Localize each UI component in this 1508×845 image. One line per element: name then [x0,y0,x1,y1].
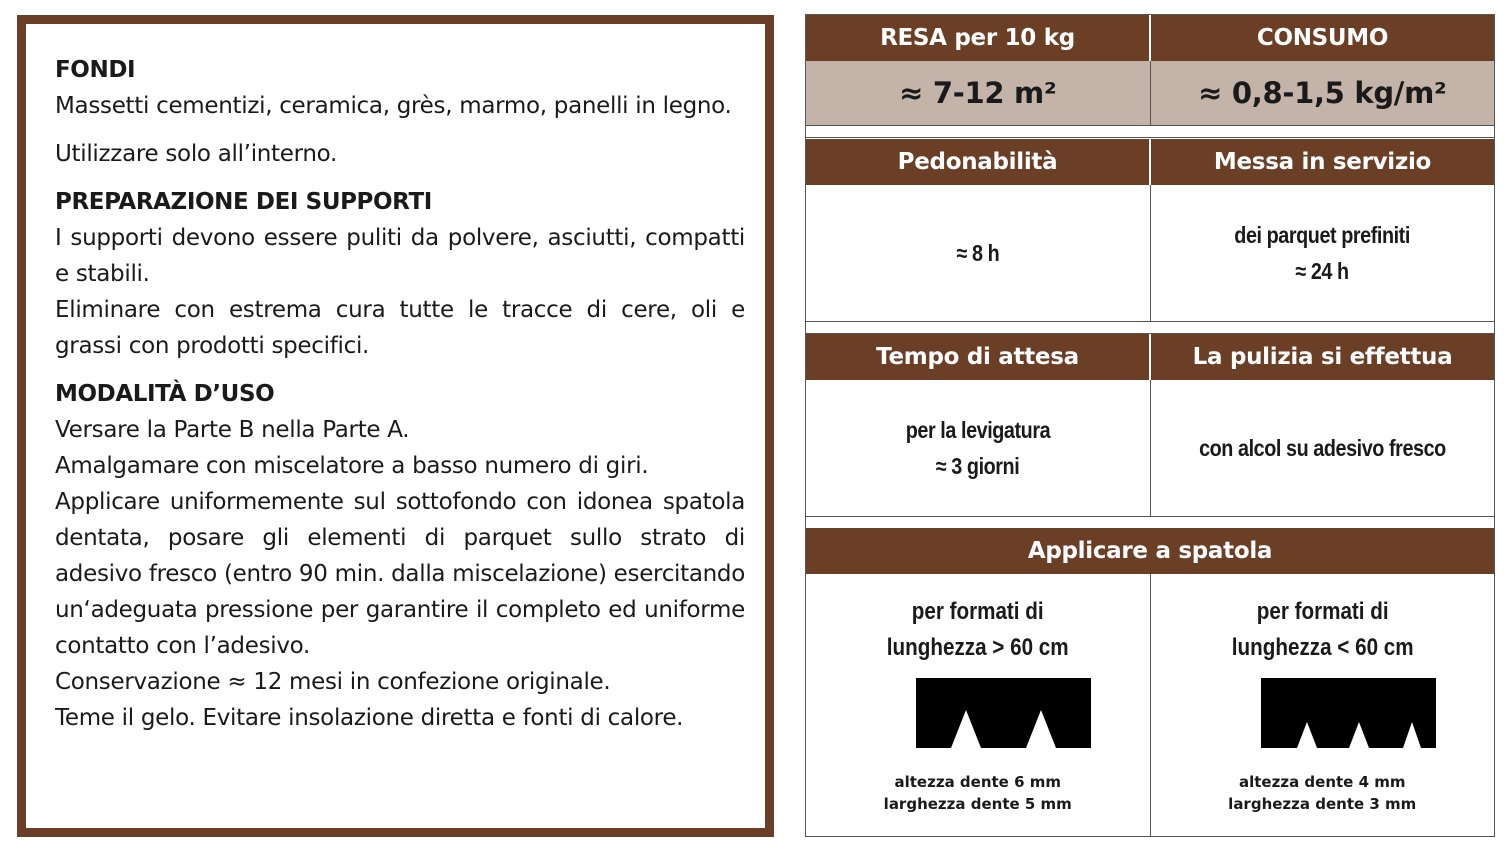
spatola-header-row [806,528,1494,574]
servizio-line-1: dei parquet prefiniti [1234,222,1411,248]
info-text [55,52,745,736]
resa-header-row [806,15,1494,61]
info-panel [17,15,774,837]
servizio-header: Messa in servizio [1149,139,1494,185]
spatola-left-line-1: per formati di [911,598,1044,625]
fondi-text: Massetti cementizi, ceramica, grès, marmo, panelli in legno. [55,93,732,119]
attesa-value [806,380,1150,516]
attesa-line-2: ≈ 3 giorni [935,453,1020,479]
pedonabilita-header-row [806,139,1494,185]
prep-text-1: I supporti devono essere puliti da polvere, asciutti, compatti e stabili. [55,225,745,287]
uso-step-1: Versare la Parte B nella Parte A. [55,417,410,443]
spatola-right-line-1: per formati di [1256,598,1389,625]
spatola-left-dim-1: altezza dente 6 mm [894,773,1061,791]
trowel-4mm-icon [1261,678,1436,748]
prep-text-2: Eliminare con estrema cura tutte le tracce di cere, oli e grassi con prodotti specifici. [55,297,745,359]
prep-title: PREPARAZIONE DEI SUPPORTI [55,189,432,215]
resa-value: ≈ 7-12 m² [899,76,1057,110]
interno-note: Utilizzare solo all’interno. [55,141,338,167]
resa-value-row [806,61,1494,126]
attesa-value-row [806,380,1494,517]
spatola-right-dims [1151,771,1495,815]
servizio-line-2: ≈ 24 h [1295,258,1349,284]
spatola-left-title [806,594,1150,666]
attesa-header: Tempo di attesa [876,344,1079,370]
uso-step-4: Conservazione ≈ 12 mesi in confezione originale. [55,669,611,695]
spatola-left-dims [806,771,1150,815]
consumo-header: CONSUMO [1149,15,1494,61]
spatola-row [806,574,1494,836]
pedonabilita-value [806,185,1150,321]
spatola-right-line-2: lunghezza < 60 cm [1231,634,1414,661]
spatola-right [1150,574,1495,836]
pedonabilita-header: Pedonabilità [897,149,1058,175]
fondi-title: FONDI [55,57,136,83]
pulizia-value [1150,380,1495,516]
spatola-header: Applicare a spatola [1027,538,1273,564]
consumo-value: ≈ 0,8-1,5 kg/m² [1150,61,1495,125]
spatola-left-dim-2: larghezza dente 5 mm [883,795,1072,813]
spatola-left [806,574,1150,836]
spatola-right-dim-2: larghezza dente 3 mm [1228,795,1417,813]
trowel-6mm-icon [916,678,1091,748]
pedonabilita-value-row [806,185,1494,322]
spatola-left-line-2: lunghezza > 60 cm [886,634,1069,661]
spatola-right-dim-1: altezza dente 4 mm [1239,773,1406,791]
resa-header: RESA per 10 kg [880,25,1075,51]
servizio-value [1150,185,1495,321]
pedonabilita-text: ≈ 8 h [956,240,1000,266]
row-separator [806,126,1494,138]
row-separator [806,322,1494,334]
uso-step-2: Amalgamare con miscelatore a basso numero di giri. [55,453,649,479]
pulizia-text: con alcol su adesivo fresco [1198,435,1446,461]
specs-table [805,14,1495,837]
spatola-right-title [1151,594,1495,666]
uso-step-5: Teme il gelo. Evitare insolazione diretta e fonti di calore. [55,705,684,731]
attesa-header-row [806,334,1494,380]
uso-step-3: Applicare uniformemente sul sottofondo con idonea spatola dentata, posare gli elementi di parquet sullo strato di adesivo fresco (entro 90 min. dalla miscelazione) esercitando un‘adeguata pressione per garantire il completo ed uniforme contatto con l’adesivo. [55,489,745,659]
uso-title: MODALITÀ D’USO [55,381,275,407]
pulizia-header: La pulizia si effettua [1149,334,1494,380]
attesa-line-1: per la levigatura [905,417,1050,443]
